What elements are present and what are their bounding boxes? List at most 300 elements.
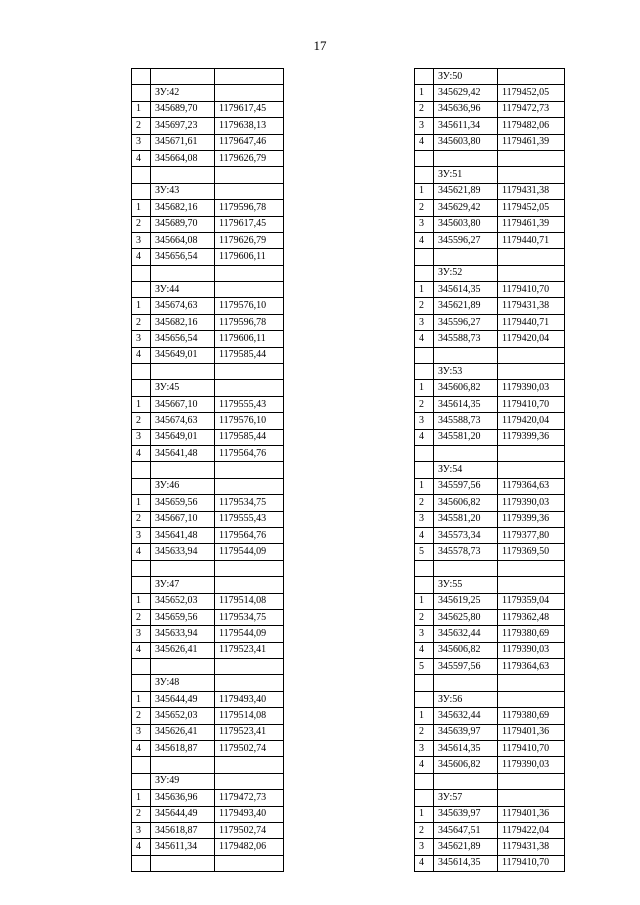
table-row — [415, 741, 565, 757]
table-row — [415, 331, 565, 347]
empty-cell — [132, 659, 151, 675]
table-row — [132, 150, 284, 166]
point-number: 1 — [415, 806, 434, 822]
empty-cell — [415, 790, 434, 806]
empty-cell — [132, 85, 151, 101]
blank-row — [415, 249, 565, 265]
empty-cell — [498, 265, 565, 281]
table-row — [132, 511, 284, 527]
table-row — [415, 708, 565, 724]
coordinate-y: 1179482,06 — [498, 118, 565, 134]
empty-cell — [132, 773, 151, 789]
coordinate-y: 1179390,03 — [498, 380, 565, 396]
coordinate-x: 345644,49 — [151, 691, 215, 707]
empty-cell — [434, 445, 498, 461]
parcel-title: ЗУ:46 — [151, 478, 215, 494]
coordinate-y: 1179493,40 — [215, 806, 284, 822]
blank-row — [415, 773, 565, 789]
coordinate-x: 345632,44 — [434, 626, 498, 642]
table-row — [132, 118, 284, 134]
point-number: 1 — [132, 101, 151, 117]
empty-cell — [215, 577, 284, 593]
table-row — [415, 478, 565, 494]
coordinate-y: 1179617,45 — [215, 216, 284, 232]
empty-cell — [415, 249, 434, 265]
point-number: 3 — [132, 232, 151, 248]
coordinate-y: 1179431,38 — [498, 183, 565, 199]
table-row — [132, 347, 284, 363]
coordinate-x: 345597,56 — [434, 478, 498, 494]
coordinate-x: 345573,34 — [434, 527, 498, 543]
empty-cell — [415, 167, 434, 183]
table-row — [415, 396, 565, 412]
empty-cell — [151, 855, 215, 871]
point-number: 1 — [415, 282, 434, 298]
coordinate-x: 345636,96 — [151, 790, 215, 806]
table-row — [132, 691, 284, 707]
coordinate-x: 345626,41 — [151, 642, 215, 658]
empty-cell — [215, 85, 284, 101]
parcel-header-row — [415, 265, 565, 281]
point-number: 1 — [132, 790, 151, 806]
empty-cell — [415, 462, 434, 478]
point-number: 3 — [415, 118, 434, 134]
parcel-header-row — [415, 462, 565, 478]
empty-cell — [434, 675, 498, 691]
table-row — [132, 232, 284, 248]
empty-cell — [498, 445, 565, 461]
parcel-title: ЗУ:42 — [151, 85, 215, 101]
coordinate-x: 345667,10 — [151, 511, 215, 527]
point-number: 4 — [132, 642, 151, 658]
blank-row — [132, 69, 284, 85]
coordinate-x: 345682,16 — [151, 200, 215, 216]
coordinate-x: 345614,35 — [434, 855, 498, 871]
point-number: 2 — [415, 609, 434, 625]
point-number: 5 — [415, 544, 434, 560]
coordinate-y: 1179452,05 — [498, 85, 565, 101]
coordinate-x: 345611,34 — [151, 839, 215, 855]
point-number: 3 — [415, 741, 434, 757]
blank-row — [132, 265, 284, 281]
coordinate-y: 1179420,04 — [498, 413, 565, 429]
coordinate-y: 1179390,03 — [498, 495, 565, 511]
point-number: 2 — [415, 822, 434, 838]
point-number: 3 — [132, 724, 151, 740]
table-row — [415, 495, 565, 511]
coordinate-y: 1179364,63 — [498, 478, 565, 494]
blank-row — [132, 560, 284, 576]
parcel-title: ЗУ:48 — [151, 675, 215, 691]
empty-cell — [132, 364, 151, 380]
table-row — [132, 331, 284, 347]
empty-cell — [215, 659, 284, 675]
table-row — [132, 626, 284, 642]
coordinate-x: 345671,61 — [151, 134, 215, 150]
parcel-header-row — [132, 478, 284, 494]
table-row — [132, 839, 284, 855]
coordinate-y: 1179369,50 — [498, 544, 565, 560]
empty-cell — [215, 265, 284, 281]
empty-cell — [215, 478, 284, 494]
empty-cell — [132, 69, 151, 85]
coordinate-y: 1179472,73 — [498, 101, 565, 117]
point-number: 1 — [132, 593, 151, 609]
point-number: 3 — [132, 429, 151, 445]
coordinate-y: 1179401,36 — [498, 806, 565, 822]
empty-cell — [415, 675, 434, 691]
point-number: 2 — [415, 495, 434, 511]
table-row — [415, 757, 565, 773]
table-row — [132, 527, 284, 543]
table-row — [415, 232, 565, 248]
parcel-title: ЗУ:56 — [434, 691, 498, 707]
empty-cell — [132, 855, 151, 871]
parcel-title: ЗУ:43 — [151, 183, 215, 199]
parcel-header-row — [415, 167, 565, 183]
empty-cell — [215, 773, 284, 789]
coordinate-x: 345588,73 — [434, 331, 498, 347]
coordinate-y: 1179534,75 — [215, 495, 284, 511]
coordinate-x: 345652,03 — [151, 708, 215, 724]
coordinate-x: 345626,41 — [151, 724, 215, 740]
coordinate-y: 1179606,11 — [215, 331, 284, 347]
point-number: 2 — [415, 200, 434, 216]
point-number: 2 — [415, 298, 434, 314]
table-row — [132, 593, 284, 609]
table-row — [415, 609, 565, 625]
coordinate-x: 345659,56 — [151, 495, 215, 511]
blank-row — [132, 462, 284, 478]
table-row — [415, 822, 565, 838]
blank-row — [132, 659, 284, 675]
coordinate-y: 1179359,04 — [498, 593, 565, 609]
point-number: 3 — [132, 626, 151, 642]
table-row — [415, 839, 565, 855]
parcel-title: ЗУ:47 — [151, 577, 215, 593]
point-number: 3 — [415, 626, 434, 642]
point-number: 4 — [132, 249, 151, 265]
empty-cell — [151, 167, 215, 183]
point-number: 3 — [415, 511, 434, 527]
table-row — [415, 183, 565, 199]
blank-row — [132, 167, 284, 183]
page-number: 17 — [313, 38, 327, 53]
empty-cell — [151, 757, 215, 773]
parcel-title: ЗУ:52 — [434, 265, 498, 281]
empty-cell — [132, 265, 151, 281]
coordinate-y: 1179514,08 — [215, 708, 284, 724]
table-row — [415, 429, 565, 445]
point-number: 1 — [132, 495, 151, 511]
table-row — [415, 314, 565, 330]
table-row — [132, 216, 284, 232]
coordinate-y: 1179555,43 — [215, 396, 284, 412]
coordinate-x: 345614,35 — [434, 741, 498, 757]
coordinate-x: 345682,16 — [151, 314, 215, 330]
empty-cell — [132, 577, 151, 593]
coordinate-y: 1179585,44 — [215, 347, 284, 363]
coordinate-x: 345633,94 — [151, 544, 215, 560]
coordinate-y: 1179596,78 — [215, 200, 284, 216]
parcel-header-row — [132, 773, 284, 789]
coordinate-x: 345639,97 — [434, 724, 498, 740]
point-number: 1 — [415, 85, 434, 101]
empty-cell — [215, 364, 284, 380]
table-row — [415, 511, 565, 527]
coordinate-y: 1179482,06 — [215, 839, 284, 855]
coordinate-y: 1179534,75 — [215, 609, 284, 625]
coordinate-x: 345614,35 — [434, 282, 498, 298]
parcel-header-row — [415, 69, 565, 85]
coordinate-x: 345581,20 — [434, 511, 498, 527]
coordinate-x: 345597,56 — [434, 659, 498, 675]
coordinate-x: 345618,87 — [151, 741, 215, 757]
coordinate-y: 1179523,41 — [215, 724, 284, 740]
empty-cell — [151, 69, 215, 85]
point-number: 3 — [132, 331, 151, 347]
empty-cell — [434, 249, 498, 265]
coordinate-x: 345664,08 — [151, 232, 215, 248]
table-row — [132, 249, 284, 265]
point-number: 3 — [415, 216, 434, 232]
coordinate-y: 1179493,40 — [215, 691, 284, 707]
point-number: 4 — [415, 642, 434, 658]
empty-cell — [215, 380, 284, 396]
coordinate-y: 1179380,69 — [498, 626, 565, 642]
empty-cell — [415, 445, 434, 461]
coordinate-x: 345596,27 — [434, 314, 498, 330]
empty-cell — [132, 167, 151, 183]
parcel-header-row — [415, 577, 565, 593]
coordinate-y: 1179461,39 — [498, 134, 565, 150]
coordinate-y: 1179606,11 — [215, 249, 284, 265]
point-number: 4 — [132, 347, 151, 363]
table-row — [415, 593, 565, 609]
empty-cell — [151, 364, 215, 380]
coordinate-x: 345647,51 — [434, 822, 498, 838]
table-row — [132, 724, 284, 740]
blank-row — [132, 855, 284, 871]
coordinates-table-right-body — [415, 69, 565, 872]
empty-cell — [415, 150, 434, 166]
coordinate-x: 345621,89 — [434, 839, 498, 855]
coordinate-y: 1179440,71 — [498, 314, 565, 330]
coordinate-x: 345621,89 — [434, 298, 498, 314]
table-row — [132, 806, 284, 822]
empty-cell — [498, 150, 565, 166]
table-row — [132, 544, 284, 560]
table-row — [415, 282, 565, 298]
coordinate-y: 1179452,05 — [498, 200, 565, 216]
point-number: 1 — [415, 708, 434, 724]
point-number: 2 — [415, 101, 434, 117]
point-number: 1 — [132, 200, 151, 216]
empty-cell — [434, 773, 498, 789]
table-row — [415, 85, 565, 101]
coordinate-x: 345625,80 — [434, 609, 498, 625]
coordinate-y: 1179626,79 — [215, 232, 284, 248]
parcel-title: ЗУ:50 — [434, 69, 498, 85]
blank-row — [415, 150, 565, 166]
empty-cell — [415, 691, 434, 707]
coordinate-x: 345652,03 — [151, 593, 215, 609]
table-row — [415, 134, 565, 150]
empty-cell — [132, 183, 151, 199]
table-row — [132, 298, 284, 314]
empty-cell — [415, 347, 434, 363]
table-row — [415, 855, 565, 871]
coordinate-x: 345636,96 — [434, 101, 498, 117]
coordinates-table-left-body — [132, 69, 284, 872]
table-row — [132, 708, 284, 724]
coordinate-x: 345667,10 — [151, 396, 215, 412]
coordinates-table-right — [414, 68, 565, 872]
coordinate-y: 1179502,74 — [215, 822, 284, 838]
table-row — [132, 609, 284, 625]
coordinate-y: 1179380,69 — [498, 708, 565, 724]
point-number: 4 — [415, 331, 434, 347]
coordinate-y: 1179401,36 — [498, 724, 565, 740]
empty-cell — [415, 364, 434, 380]
coordinate-y: 1179377,80 — [498, 527, 565, 543]
empty-cell — [498, 790, 565, 806]
empty-cell — [215, 675, 284, 691]
coordinate-y: 1179362,48 — [498, 609, 565, 625]
empty-cell — [434, 150, 498, 166]
empty-cell — [215, 282, 284, 298]
empty-cell — [498, 675, 565, 691]
empty-cell — [434, 347, 498, 363]
point-number: 4 — [415, 527, 434, 543]
coordinate-y: 1179585,44 — [215, 429, 284, 445]
point-number: 3 — [415, 839, 434, 855]
table-row — [415, 118, 565, 134]
point-number: 1 — [415, 183, 434, 199]
point-number: 1 — [132, 396, 151, 412]
empty-cell — [215, 855, 284, 871]
coordinate-y: 1179431,38 — [498, 839, 565, 855]
parcel-header-row — [415, 691, 565, 707]
empty-cell — [151, 462, 215, 478]
table-row — [132, 413, 284, 429]
point-number: 2 — [132, 609, 151, 625]
point-number: 4 — [415, 757, 434, 773]
coordinate-y: 1179399,36 — [498, 429, 565, 445]
coordinate-y: 1179390,03 — [498, 757, 565, 773]
table-row — [132, 445, 284, 461]
parcel-header-row — [132, 183, 284, 199]
parcel-title: ЗУ:49 — [151, 773, 215, 789]
empty-cell — [215, 167, 284, 183]
empty-cell — [132, 282, 151, 298]
point-number: 3 — [132, 822, 151, 838]
table-row — [415, 200, 565, 216]
coordinate-y: 1179410,70 — [498, 396, 565, 412]
coordinate-x: 345618,87 — [151, 822, 215, 838]
point-number: 4 — [415, 429, 434, 445]
coordinate-x: 345629,42 — [434, 200, 498, 216]
coordinate-y: 1179410,70 — [498, 282, 565, 298]
empty-cell — [132, 757, 151, 773]
coordinate-x: 345606,82 — [434, 757, 498, 773]
coordinate-y: 1179410,70 — [498, 741, 565, 757]
empty-cell — [151, 659, 215, 675]
parcel-title: ЗУ:57 — [434, 790, 498, 806]
coordinate-x: 345578,73 — [434, 544, 498, 560]
empty-cell — [498, 167, 565, 183]
table-row — [415, 806, 565, 822]
coordinate-y: 1179410,70 — [498, 855, 565, 871]
coordinate-x: 345649,01 — [151, 429, 215, 445]
table-row — [415, 298, 565, 314]
blank-row — [415, 560, 565, 576]
coordinate-y: 1179514,08 — [215, 593, 284, 609]
point-number: 2 — [415, 724, 434, 740]
coordinate-x: 345641,48 — [151, 445, 215, 461]
coordinate-x: 345697,23 — [151, 118, 215, 134]
point-number: 4 — [132, 544, 151, 560]
coordinate-x: 345596,27 — [434, 232, 498, 248]
point-number: 4 — [415, 855, 434, 871]
coordinate-x: 345639,97 — [434, 806, 498, 822]
coordinate-x: 345606,82 — [434, 495, 498, 511]
empty-cell — [498, 69, 565, 85]
coordinate-y: 1179431,38 — [498, 298, 565, 314]
coordinate-y: 1179422,04 — [498, 822, 565, 838]
empty-cell — [415, 773, 434, 789]
table-row — [415, 413, 565, 429]
coordinate-x: 345603,80 — [434, 216, 498, 232]
coordinate-x: 345689,70 — [151, 101, 215, 117]
empty-cell — [151, 560, 215, 576]
parcel-title: ЗУ:44 — [151, 282, 215, 298]
coordinate-x: 345606,82 — [434, 642, 498, 658]
point-number: 1 — [132, 691, 151, 707]
coordinate-x: 345588,73 — [434, 413, 498, 429]
empty-cell — [132, 560, 151, 576]
point-number: 4 — [132, 445, 151, 461]
table-row — [415, 642, 565, 658]
empty-cell — [215, 69, 284, 85]
blank-row — [415, 347, 565, 363]
coordinate-x: 345621,89 — [434, 183, 498, 199]
coordinate-y: 1179596,78 — [215, 314, 284, 330]
point-number: 2 — [132, 118, 151, 134]
point-number: 5 — [415, 659, 434, 675]
coordinate-y: 1179576,10 — [215, 298, 284, 314]
blank-row — [132, 757, 284, 773]
point-number: 2 — [415, 396, 434, 412]
table-row — [132, 101, 284, 117]
table-row — [415, 527, 565, 543]
coordinate-x: 345664,08 — [151, 150, 215, 166]
coordinate-x: 345689,70 — [151, 216, 215, 232]
empty-cell — [498, 462, 565, 478]
empty-cell — [215, 183, 284, 199]
table-row — [132, 134, 284, 150]
coordinate-x: 345606,82 — [434, 380, 498, 396]
point-number: 2 — [132, 413, 151, 429]
table-row — [132, 396, 284, 412]
coordinate-y: 1179523,41 — [215, 642, 284, 658]
coordinate-x: 345614,35 — [434, 396, 498, 412]
point-number: 3 — [415, 314, 434, 330]
table-row — [132, 741, 284, 757]
table-row — [132, 495, 284, 511]
coordinate-y: 1179564,76 — [215, 445, 284, 461]
point-number: 4 — [415, 134, 434, 150]
